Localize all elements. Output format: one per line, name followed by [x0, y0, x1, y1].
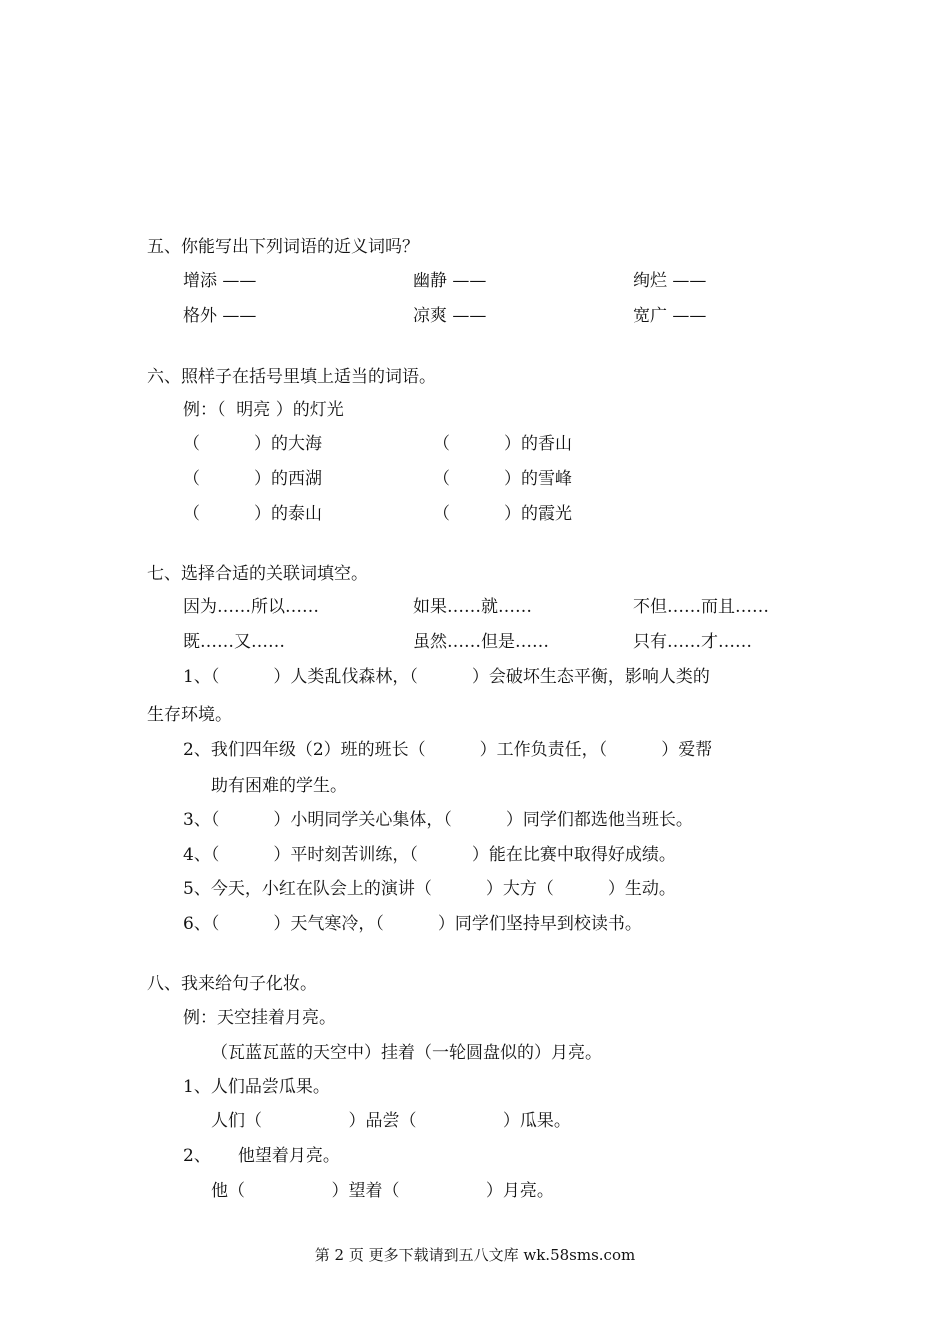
question-line: 1、（ ）人类乱伐森林，（ ）会破坏生态平衡，影响人类的: [183, 667, 710, 687]
question-line: 5、今天，小红在队会上的演讲（ ）大方（ ）生动。: [183, 879, 676, 899]
section-8-example: 例：天空挂着月亮。: [183, 1008, 336, 1028]
conjunction-option: 如果……就……: [413, 597, 532, 617]
question-line: 助有困难的学生。: [211, 776, 347, 796]
synonym-item: 绚烂 ——: [633, 271, 707, 291]
section-8-example-answer: （瓦蓝瓦蓝的天空中）挂着（一轮圆盘似的）月亮。: [211, 1043, 602, 1063]
question-line: 6、（ ）天气寒冷，（ ）同学们坚持早到校读书。: [183, 914, 642, 934]
conjunction-option: 既……又……: [183, 632, 285, 652]
page-footer: 第 2 页 更多下载请到五八文库 wk.58sms.com: [314, 1246, 636, 1264]
question-line: 4、（ ）平时刻苦训练，（ ）能在比赛中取得好成绩。: [183, 845, 676, 865]
section-6-example: 例：（ 明亮 ）的灯光: [183, 400, 344, 420]
section-7-heading: 七、选择合适的关联词填空。: [147, 564, 368, 584]
conjunction-option: 不但……而且……: [633, 597, 769, 617]
question-line: 他（ ）望着（ ）月亮。: [211, 1181, 554, 1201]
synonym-item: 幽静 ——: [413, 271, 487, 291]
question-line: 2、 他望着月亮。: [183, 1146, 340, 1166]
fill-item: （ ）的雪峰: [433, 469, 573, 489]
section-6-heading: 六、照样子在括号里填上适当的词语。: [147, 367, 436, 387]
conjunction-option: 因为……所以……: [183, 597, 319, 617]
question-line: 2、我们四年级（2）班的班长（ ）工作负责任，（ ）爱帮: [183, 740, 713, 760]
section-5-heading: 五、你能写出下列词语的近义词吗？: [147, 237, 419, 257]
conjunction-option: 虽然……但是……: [413, 632, 549, 652]
fill-item: （ ）的泰山: [183, 504, 323, 524]
question-line: 人们（ ）品尝（ ）瓜果。: [211, 1111, 571, 1131]
section-8-heading: 八、我来给句子化妆。: [147, 974, 317, 994]
synonym-item: 凉爽 ——: [413, 306, 487, 326]
synonym-item: 格外 ——: [183, 306, 257, 326]
fill-item: （ ）的大海: [183, 434, 323, 454]
fill-item: （ ）的西湖: [183, 469, 323, 489]
synonym-item: 增添 ——: [183, 271, 257, 291]
conjunction-option: 只有……才……: [633, 632, 752, 652]
question-line: 1、人们品尝瓜果。: [183, 1077, 330, 1097]
question-line: 生存环境。: [147, 705, 232, 725]
fill-item: （ ）的香山: [433, 434, 573, 454]
fill-item: （ ）的霞光: [433, 504, 573, 524]
question-line: 3、（ ）小明同学关心集体，（ ）同学们都选他当班长。: [183, 810, 693, 830]
synonym-item: 宽广 ——: [633, 306, 707, 326]
